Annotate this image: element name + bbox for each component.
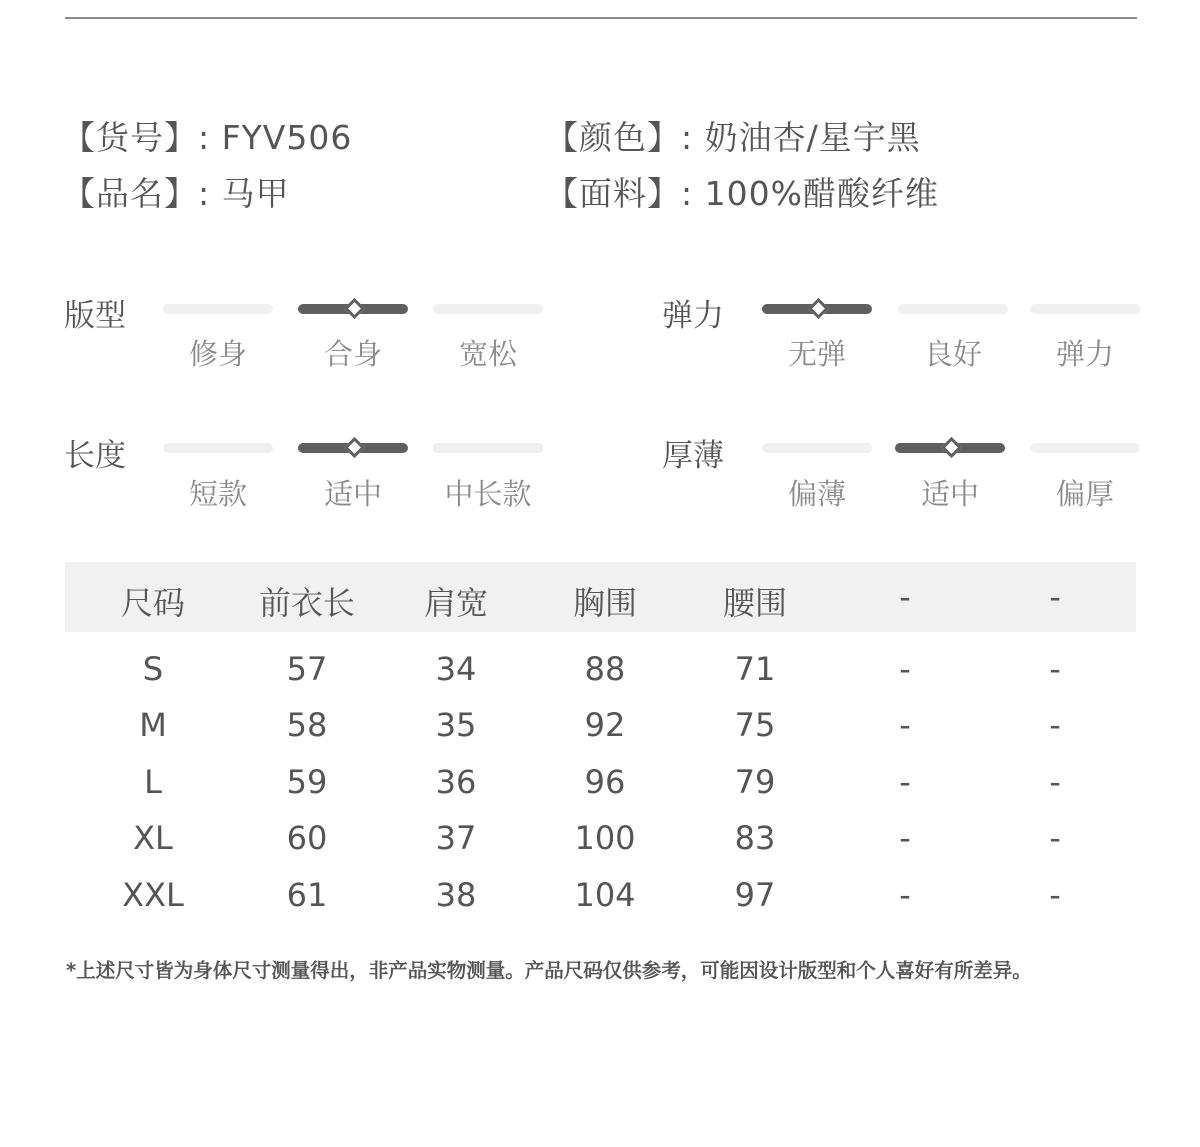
diamond-marker-icon <box>344 298 365 319</box>
scale-segment-2 <box>1030 304 1140 314</box>
scale-segment-1-selected <box>895 443 1005 453</box>
attribute-title: 长度 <box>64 438 126 474</box>
scale-label: 合身 <box>323 337 382 371</box>
table-cell: 88 <box>584 650 626 688</box>
table-cell: 79 <box>734 763 776 801</box>
table-cell: - <box>1049 650 1061 688</box>
scale-segment-2 <box>433 443 543 453</box>
scale-label: 偏厚 <box>1055 477 1114 511</box>
table-header-cell: - <box>1049 578 1061 616</box>
table-cell: - <box>1049 876 1061 914</box>
product-name: 【品名】: 马甲 <box>62 174 290 213</box>
table-cell: - <box>1049 819 1061 857</box>
table-cell: 58 <box>286 706 328 744</box>
scale-segment-0-selected <box>762 304 872 314</box>
scale-segment-0 <box>163 304 273 314</box>
table-cell: - <box>1049 763 1061 801</box>
product-fabric: 【面料】: 100%醋酸纤维 <box>545 174 939 213</box>
scale-segment-1-selected <box>298 304 408 314</box>
product-code: 【货号】: FYV506 <box>62 118 353 157</box>
table-cell: - <box>899 763 911 801</box>
scale-label: 弹力 <box>1055 337 1114 371</box>
table-cell: - <box>1049 706 1061 744</box>
table-cell: 36 <box>435 763 477 801</box>
scale-label: 中长款 <box>444 477 532 511</box>
size-label-cell: L <box>144 763 162 801</box>
table-cell: 97 <box>734 876 776 914</box>
table-header-cell: 前衣长 <box>258 584 355 622</box>
diamond-marker-icon <box>344 437 365 458</box>
scale-segment-0 <box>163 443 273 453</box>
attribute-title: 弹力 <box>662 298 724 334</box>
table-cell: 104 <box>574 876 636 914</box>
scale-segment-2 <box>1030 443 1140 453</box>
scale-segment-0 <box>762 443 872 453</box>
table-cell: 57 <box>286 650 328 688</box>
table-cell: 61 <box>286 876 328 914</box>
table-cell: - <box>899 876 911 914</box>
table-header-cell: 尺码 <box>120 584 185 622</box>
table-cell: 34 <box>435 650 477 688</box>
table-cell: 96 <box>584 763 626 801</box>
diamond-marker-icon <box>941 437 962 458</box>
attribute-title: 厚薄 <box>662 438 724 474</box>
table-cell: 38 <box>435 876 477 914</box>
table-cell: 37 <box>435 819 477 857</box>
size-label-cell: XL <box>133 819 173 857</box>
top-divider <box>65 17 1137 19</box>
table-header-cell: 胸围 <box>572 584 637 622</box>
scale-segment-1 <box>898 304 1008 314</box>
scale-label: 适中 <box>920 477 979 511</box>
product-color: 【颜色】: 奶油杏/星宇黑 <box>545 118 921 157</box>
table-cell: 71 <box>734 650 776 688</box>
scale-label: 良好 <box>923 337 982 371</box>
table-cell: 59 <box>286 763 328 801</box>
scale-label: 短款 <box>188 477 247 511</box>
table-header-cell: 肩宽 <box>423 584 488 622</box>
scale-segment-2 <box>433 304 543 314</box>
table-cell: 35 <box>435 706 477 744</box>
table-cell: - <box>899 819 911 857</box>
scale-label: 偏薄 <box>787 477 846 511</box>
table-header-cell: 腰围 <box>722 584 787 622</box>
size-label-cell: XXL <box>122 876 184 914</box>
size-label-cell: S <box>142 650 164 688</box>
footnote: *上述尺寸皆为身体尺寸测量得出，非产品实物测量。产品尺码仅供参考，可能因设计版型和个人喜好有所差异。 <box>66 959 1032 982</box>
scale-label: 宽松 <box>458 337 517 371</box>
table-cell: 100 <box>574 819 636 857</box>
diamond-marker-icon <box>808 298 829 319</box>
table-cell: - <box>899 650 911 688</box>
scale-label: 适中 <box>323 477 382 511</box>
table-cell: 83 <box>734 819 776 857</box>
table-header-cell: - <box>899 578 911 616</box>
scale-label: 修身 <box>188 337 247 371</box>
size-label-cell: M <box>139 706 167 744</box>
table-cell: 92 <box>584 706 626 744</box>
table-cell: - <box>899 706 911 744</box>
scale-segment-1-selected <box>298 443 408 453</box>
table-cell: 75 <box>734 706 776 744</box>
table-cell: 60 <box>286 819 328 857</box>
scale-label: 无弹 <box>787 337 846 371</box>
attribute-title: 版型 <box>64 298 126 334</box>
